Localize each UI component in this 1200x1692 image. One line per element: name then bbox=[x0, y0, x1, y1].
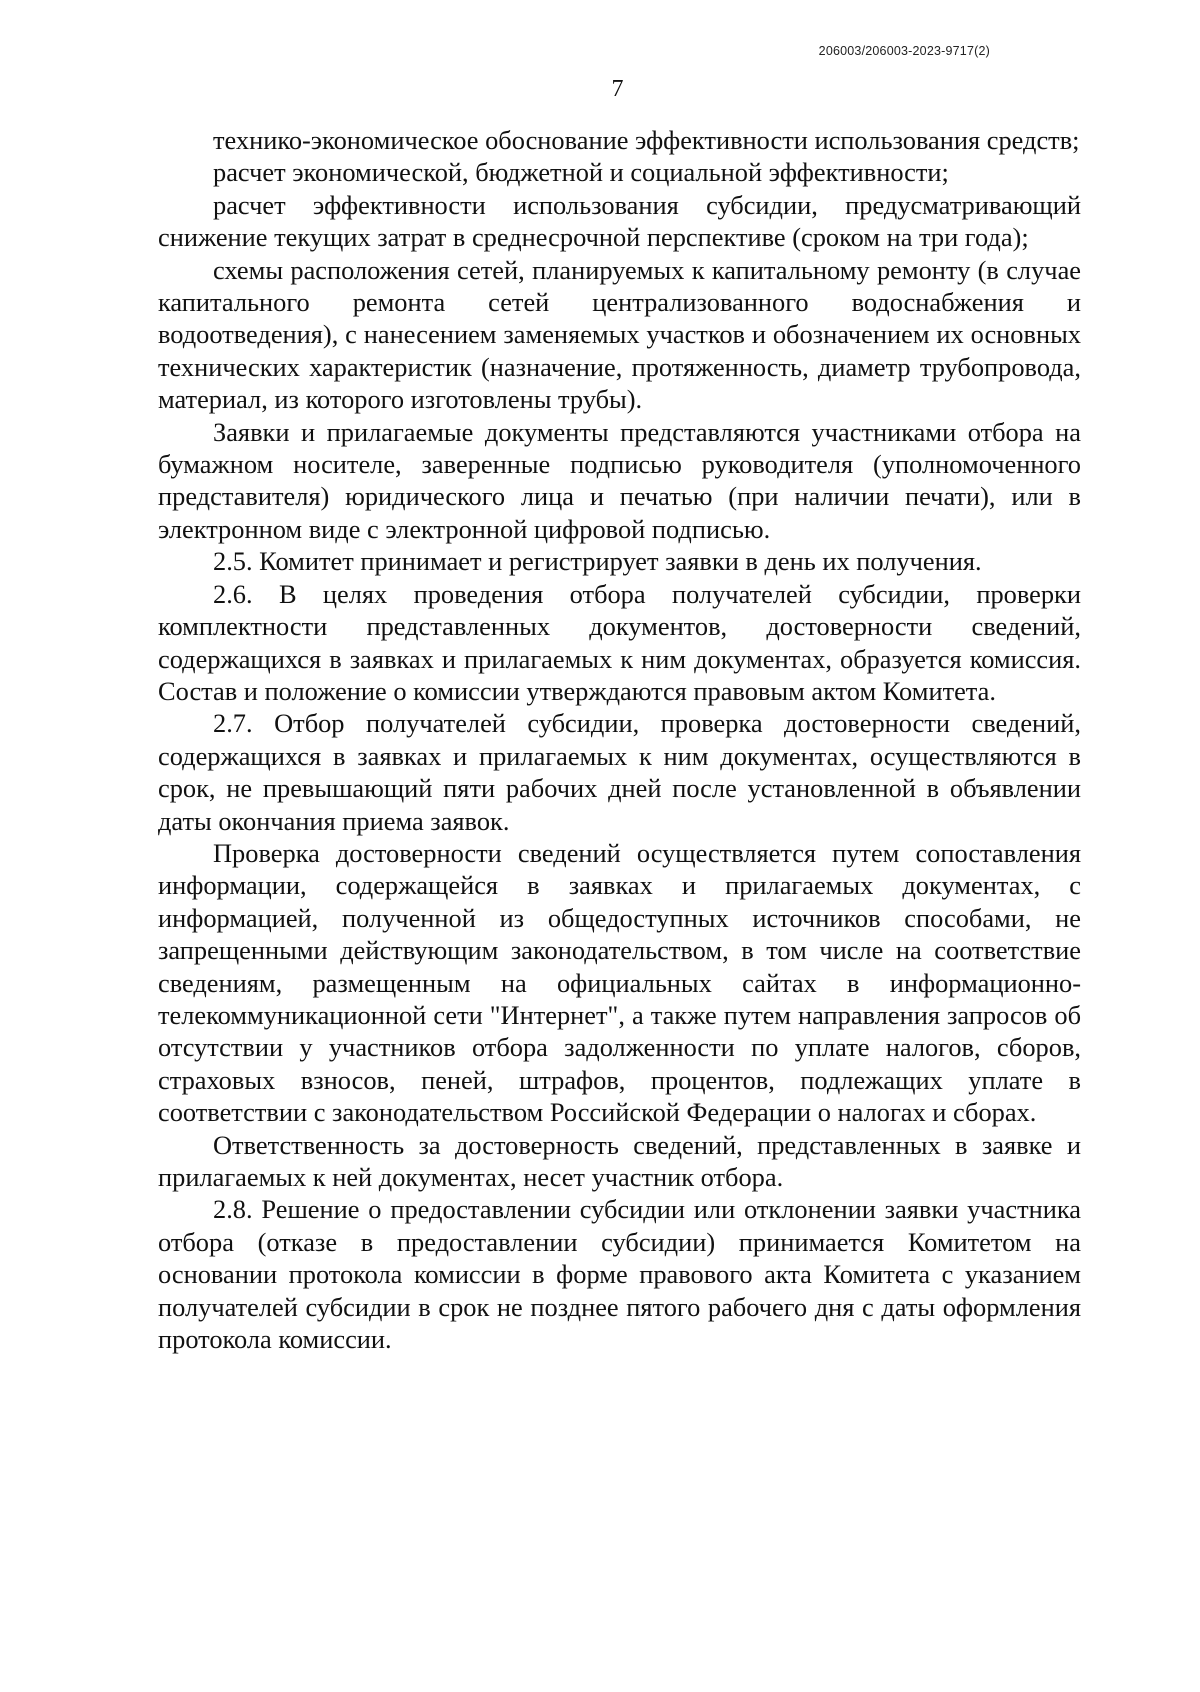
paragraph-2-7: 2.7. Отбор получателей субсидии, проверка достоверности сведений, содержащихся в заявках и прилагаемых к ним документах, осуществляются в срок, не превышающий пяти рабочих дней после установленной в объявлении даты окончания приема заявок. bbox=[158, 708, 1081, 836]
paragraph-2-8: 2.8. Решение о предоставлении субсидии или отклонении заявки участника отбора (отказе в предоставлении субсидии) принимается Комитетом на основании протокола комиссии в форме правового акта Комитета с указанием получателей субсидии в срок не позднее пятого рабочего дня с даты оформления протокола комиссии. bbox=[158, 1194, 1081, 1355]
document-id: 206003/206003-2023-9717(2) bbox=[818, 44, 990, 58]
paragraph-application-submission: Заявки и прилагаемые документы представляются участниками отбора на бумажном носителе, заверенные подписью руководителя (уполномоченного представителя) юридического лица и печатью (при наличии печати), или в электронном виде с электронной цифровой подписью. bbox=[158, 416, 1081, 544]
paragraph-efficiency-calculation: расчет экономической, бюджетной и социальной эффективности; bbox=[213, 157, 949, 188]
paragraph-feasibility-study: технико-экономическое обоснование эффективности использования средств; bbox=[213, 125, 1080, 155]
paragraph-verification: Проверка достоверности сведений осуществляется путем сопоставления информации, содержащейся в заявках и прилагаемых документах, с информацией, полученной из общедоступных источников способами, не запрещенными действующим законодательством, в том числе на соответствие сведениям, размещенным на официальных сайтах в информационно-телекоммуникационной сети "Интернет", а также путем направления запросов об отсутствии у участников отбора задолженности по уплате налогов, сборов, страховых взносов, пеней, штрафов, процентов, подлежащих уплате в соответствии с законодательством Российской Федерации о налогах и сборах. bbox=[158, 837, 1081, 1128]
page-number: 7 bbox=[611, 76, 624, 102]
document-body bbox=[158, 124, 1081, 1355]
paragraph-2-5: 2.5. Комитет принимает и регистрирует заявки в день их получения. bbox=[213, 546, 982, 577]
paragraph-network-schemes: схемы расположения сетей, планируемых к капитальному ремонту (в случае капитального ремонта сетей централизованного водоснабжения и водоотведения), с нанесением заменяемых участков и обозначением их основных технических характеристик (назначение, протяженность, диаметр трубопровода, материал, из которого изготовлены трубы). bbox=[158, 254, 1081, 415]
paragraph-2-6: 2.6. В целях проведения отбора получателей субсидии, проверки комплектности представленных документов, достоверности сведений, содержащихся в заявках и прилагаемых к ним документах, образуется комиссия. Состав и положение о комиссии утверждаются правовым актом Комитета. bbox=[158, 578, 1081, 706]
paragraph-responsibility: Ответственность за достоверность сведений, представленных в заявке и прилагаемых к ней документах, несет участник отбора. bbox=[158, 1129, 1081, 1192]
paragraph-subsidy-efficiency: расчет эффективности использования субсидии, предусматривающий снижение текущих затрат в среднесрочной перспективе (сроком на три года); bbox=[158, 189, 1081, 253]
